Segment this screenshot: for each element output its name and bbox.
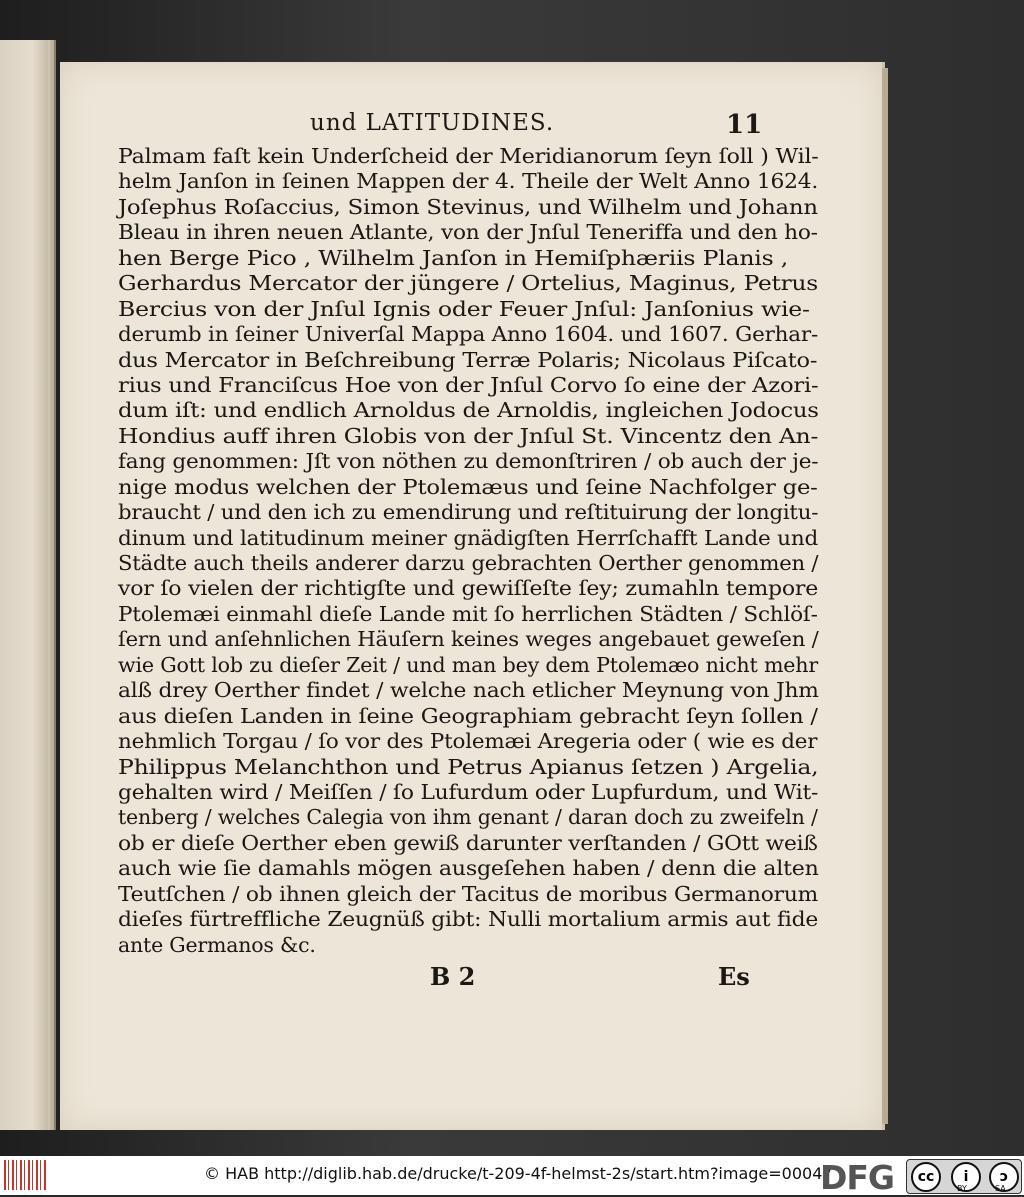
cc-icon: cc bbox=[911, 1162, 941, 1192]
credit-link[interactable]: © HAB http://diglib.hab.de/drucke/t-209-4f-helmst-2s/start.htm?image=00047 bbox=[204, 1164, 833, 1183]
license-tag-by: BY bbox=[957, 1184, 967, 1193]
text-line: fang genommen: Jſt von nöthen zu demonſtriren / ob auch der je- bbox=[118, 449, 819, 474]
book-page bbox=[60, 62, 885, 1130]
license-tag-sa: SA bbox=[995, 1184, 1006, 1193]
text-line: ante Germanos &c. bbox=[118, 932, 316, 957]
page-number: 11 bbox=[726, 110, 763, 140]
text-line: helm Janſon in ſeinen Mappen der 4. Theile der Welt Anno 1624. bbox=[118, 169, 819, 194]
text-line: Philippus Melanchthon und Petrus Apianus ſetzen ) Argelia, bbox=[118, 754, 819, 779]
signature-mark: B 2 bbox=[430, 962, 476, 991]
running-head: und LATITUDINES. bbox=[310, 110, 555, 136]
text-line: vor ſo vielen der richtigſte und gewiſſeſte ſey; zumahln tempore bbox=[118, 576, 819, 601]
text-line: nehmlich Torgau / ſo vor des Ptolemæi Aregeria oder ( wie es der bbox=[118, 729, 818, 754]
text-line: gehalten wird / Meiſſen / ſo Lufurdum oder Lupfurdum, und Wit- bbox=[118, 779, 819, 804]
text-line: Ptolemæi einmahl dieſe Lande mit ſo herrlichen Städten / Schlöſ- bbox=[118, 601, 818, 626]
text-line: Bleau in ihren neuen Atlante, von der Jnſul Teneriffa und den ho- bbox=[118, 220, 818, 245]
text-line: ſern und anſehnlichen Häuſern keines weges angebauet geweſen / bbox=[118, 627, 819, 652]
text-line: rius und Franciſcus Hoe von der Jnſul Corvo ſo eine der Azori- bbox=[118, 372, 819, 397]
body-text bbox=[118, 144, 818, 958]
text-line: Bercius von der Jnſul Ignis oder Feuer Jnſul: Janſonius wie- bbox=[118, 296, 810, 321]
cc-license-badge[interactable] bbox=[906, 1159, 1022, 1194]
text-line: hen Berge Pico , Wilhelm Janſon in Hemiſphæriis Planis , bbox=[118, 245, 789, 270]
footer-bar bbox=[0, 1156, 1024, 1195]
text-line: dieſes fürtreffliche Zeugnüß gibt: Nulli mortalium armis aut fide bbox=[118, 907, 819, 932]
text-line: dinum und latitudinum meiner gnädigſten Herrſchafft Lande und bbox=[118, 525, 819, 550]
text-line: braucht / und den ich zu emendirung und reſtituirung der longitu- bbox=[118, 500, 819, 525]
text-line: nige modus welchen der Ptolemæus und ſeine Nachfolger ge- bbox=[118, 474, 818, 499]
text-line: derumb in ſeiner Univerſal Mappa Anno 1604. und 1607. Gerhar- bbox=[118, 322, 819, 347]
text-line: Joſephus Roſaccius, Simon Stevinus, und Wilhelm und Johann bbox=[118, 194, 818, 219]
text-line: aus dieſen Landen in ſeine Geographiam gebracht ſeyn ſollen / bbox=[118, 703, 818, 728]
text-line: tenberg / welches Calegia von ihm genant / daran doch zu zweifeln / bbox=[118, 805, 818, 830]
text-line: ob er dieſe Oerther eben gewiß darunter verſtanden / GOtt weiß bbox=[118, 830, 818, 855]
text-line: dus Mercator in Beſchreibung Terræ Polaris; Nicolaus Piſcato- bbox=[118, 347, 818, 372]
share-alike-icon: ↄ bbox=[989, 1162, 1019, 1192]
text-line: Hondius auff ihren Globis von der Jnſul St. Vincentz den An- bbox=[118, 423, 819, 448]
text-line: auch wie ſie damahls mögen ausgeſehen haben / denn die alten bbox=[118, 856, 819, 881]
catchword: Es bbox=[718, 962, 750, 991]
facing-page-edge bbox=[0, 40, 56, 1130]
text-line: Palmam faſt kein Underſcheid der Meridianorum ſeyn ſoll ) Wil- bbox=[118, 144, 819, 168]
text-line: dum iſt: und endlich Arnoldus de Arnoldis, ingleichen Jodocus bbox=[118, 398, 819, 423]
attribution-icon: i bbox=[951, 1162, 981, 1192]
text-line: wie Gott lob zu dieſer Zeit / und man bey dem Ptolemæo nicht mehr bbox=[118, 652, 819, 677]
text-line: Städte auch theils anderer darzu gebrachten Oerther genommen / bbox=[118, 551, 819, 575]
text-line: Teutſchen / ob ihnen gleich der Tacitus de moribus Germanorum bbox=[118, 881, 818, 906]
text-line: alß drey Oerther findet / welche nach etlicher Meynung von Jhm bbox=[118, 678, 819, 703]
text-line: Gerhardus Mercator der jüngere / Ortelius, Maginus, Petrus bbox=[118, 271, 818, 296]
dfg-logo: DFG bbox=[820, 1158, 895, 1197]
barcode-logo bbox=[4, 1160, 46, 1190]
